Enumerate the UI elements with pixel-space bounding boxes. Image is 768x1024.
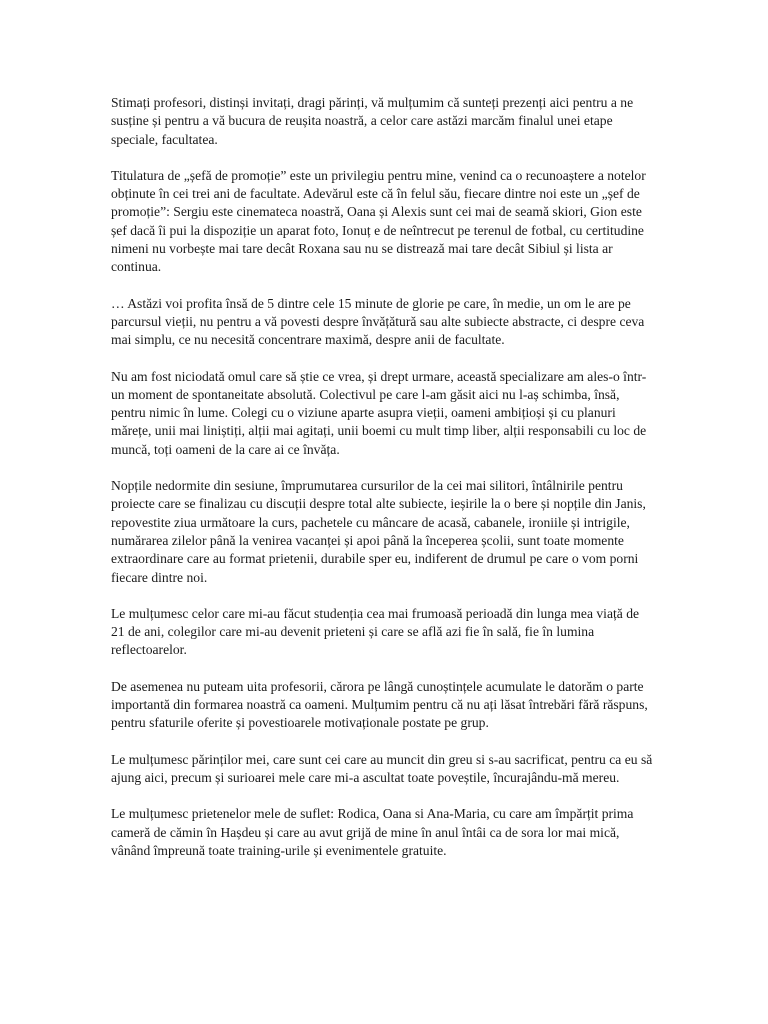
- paragraph-specialization: Nu am fost niciodată omul care să știe ce vrea, și drept urmare, această specializare am ales-o într-un moment de spontaneitate absolută. Colectivul pe care l-am găsit aici nu l-aș schimba, însă, pentru nimic în lume. Colegi cu o viziune aparte asupra vieții, oameni ambițioși și cu planuri mărețe, unii mai liniștiți, alții mai agitați, unii boemi cu mult timp liber, alții responsabili cu loc de muncă, toți oameni de la care ai ce învăța.: [111, 368, 647, 457]
- paragraph-greeting: Stimați profesori, distinși invitați, dragi părinți, vă mulțumim că sunteți prezenți aici pentru a ne susține și pentru a vă bucura de reușita noastră, a celor care astăzi marcăm finalul unei etape speciale, facultatea.: [111, 95, 634, 147]
- paragraph-thanks-friends: Le mulțumesc prietenelor mele de suflet: Rodica, Oana si Ana-Maria, cu care am împărțit prima cameră de cămin în Hașdeu și care au avut grijă de mine în anul întâi ca de sora lor mai mică, vânând împreună toate training-urile și evenimentele gratuite.: [111, 806, 634, 858]
- paragraph-valedictorian: Titulatura de „șefă de promoție” este un privilegiu pentru mine, venind ca o recunoaștere a notelor obținute în cei trei ani de facultate. Adevărul este că în felul său, fiecare dintre noi este un „șef de promoție”: Sergiu este cinemateca noastră, Oana și Alexis sunt cei mai de seamă skiori, Gion este șef dacă îi pui la dispoziție un aparat foto, Ionuț e de neîntrecut pe terenul de fotbal, cu certitudine nimeni nu vorbește mai tare decât Roxana sau nu se distrează mai tare decât Sibiul și lista ar continua.: [111, 167, 646, 275]
- paragraph-memories: Nopțile nedormite din sesiune, împrumutarea cursurilor de la cei mai silitori, întâlnirile pentru proiecte care se finalizau cu discuții despre total alte subiecte, ieșirile la o bere și nopțile din Janis, repovestite ziua următoare la curs, pachetele cu mâncare de acasă, cabanele, ironiile și intrigile, numărarea zilelor până la venirea vacanței și apoi până la începerea școlii, sunt toate momente extraordinare care au format prietenii, durabile sper eu, indiferent de drumul pe care o vom porni fiecare dintre noi.: [111, 478, 646, 585]
- paragraph-thanks-parents: Le mulțumesc părinților mei, care sunt cei care au muncit din greu si s-au sacrificat, pentru ca eu să ajung aici, precum și surioarei mele care mi-a ascultat toate poveștile, încurajându-mă mereu.: [111, 751, 653, 785]
- paragraph-fifteen-minutes: … Astăzi voi profita însă de 5 dintre cele 15 minute de glorie pe care, în medie, un om le are pe parcursul vieții, nu pentru a vă povesti despre învățătură sau alte subiecte abstracte, ci despre ceva mai simplu, ce nu necesită concentrare maximă, despre anii de facultate.: [111, 295, 645, 348]
- speech-text: [111, 94, 656, 878]
- paragraph-thanks-colleagues: Le mulțumesc celor care mi-au făcut studenția cea mai frumoasă perioadă din lunga mea viață de 21 de ani, colegilor care mi-au devenit prieteni și care se află azi fie în sală, fie în lumina reflectoarelor.: [111, 605, 640, 658]
- paragraph-thanks-professors: De asemenea nu puteam uita profesorii, cărora pe lângă cunoștințele acumulate le datorăm o parte importantă din formarea noastră ca oameni. Mulțumim pentru că nu ați lăsat întrebări fără răspuns, pentru sfaturile oferite și povestioarele motivaționale postate pe grup.: [111, 678, 648, 731]
